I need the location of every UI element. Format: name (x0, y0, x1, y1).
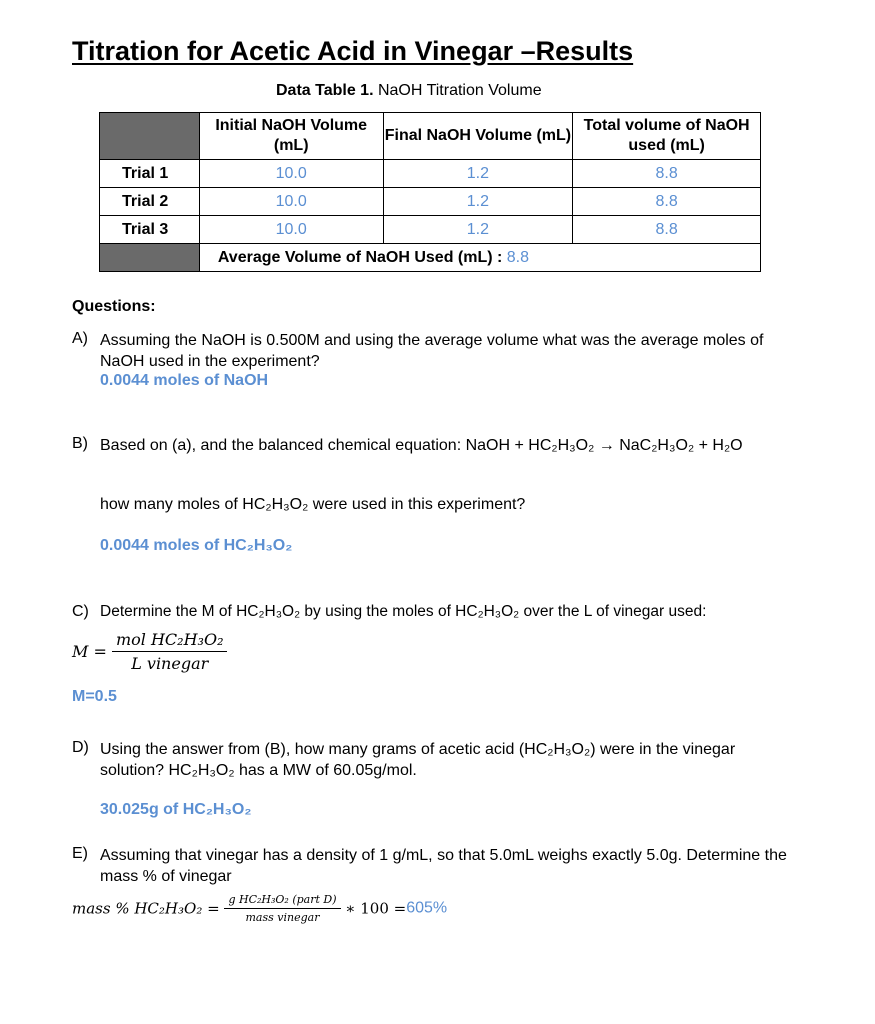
final-value: 1.2 (383, 216, 573, 244)
final-value: 1.2 (383, 188, 573, 216)
total-value: 8.8 (573, 160, 761, 188)
initial-value: 10.0 (199, 188, 383, 216)
trial-label: Trial 3 (100, 216, 200, 244)
mass-percent-multiplier: ∗ 100 = (345, 899, 407, 918)
mass-percent-lhs: mass % HC₂H₃O₂ = (72, 899, 220, 918)
page-title: Titration for Acetic Acid in Vinegar –Results (72, 36, 634, 66)
question-d-answer: 30.025g of HC₂H₃O₂ (100, 801, 252, 818)
data-table (99, 112, 761, 272)
molarity-formula (72, 630, 227, 673)
molarity-numerator: mol HC₂H₃O₂ (112, 630, 228, 652)
question-b-text-2: how many moles of HC₂H₃O₂ were used in this experiment? (100, 496, 526, 513)
mass-percent-denominator: mass vinegar (245, 911, 320, 924)
header-total: Total volume of NaOH used (mL) (573, 113, 761, 160)
questions-heading: Questions: (72, 298, 156, 315)
average-separator: : (492, 248, 507, 266)
question-b-letter: B) (72, 435, 88, 452)
total-value: 8.8 (573, 216, 761, 244)
table-row (100, 216, 761, 244)
final-value: 1.2 (383, 160, 573, 188)
average-value: 8.8 (506, 248, 530, 266)
table-row (100, 160, 761, 188)
table-caption-number: Data Table 1. (276, 82, 374, 99)
question-b-text: Based on (a), and the balanced chemical equation: NaOH + HC₂H₃O₂ → NaC₂H₃O₂ + H₂O (100, 437, 743, 454)
table-caption-text: NaOH Titration Volume (373, 82, 542, 99)
total-value: 8.8 (573, 188, 761, 216)
corner-cell-bottom (100, 244, 200, 272)
mass-percent-fraction (224, 893, 340, 924)
header-initial: Initial NaOH Volume (mL) (199, 113, 383, 160)
question-a-letter: A) (72, 330, 88, 347)
molarity-formula-lhs: M = (72, 642, 107, 661)
initial-value: 10.0 (199, 160, 383, 188)
header-final: Final NaOH Volume (mL) (383, 113, 573, 160)
question-c-letter: C) (72, 603, 89, 620)
question-b-answer: 0.0044 moles of HC₂H₃O₂ (100, 537, 293, 554)
question-c-text: Determine the M of HC₂H₃O₂ by using the moles of HC₂H₃O₂ over the L of vinegar used: (100, 603, 707, 620)
trial-label: Trial 2 (100, 188, 200, 216)
initial-value: 10.0 (199, 216, 383, 244)
average-label: Average Volume of NaOH Used (mL) (217, 248, 493, 266)
molarity-denominator: L vinegar (131, 654, 209, 673)
table-caption (276, 82, 542, 100)
question-a-answer: 0.0044 moles of NaOH (100, 372, 269, 389)
molarity-fraction (112, 630, 228, 673)
question-e-letter: E) (72, 845, 88, 862)
question-c-answer: M=0.5 (72, 688, 117, 705)
corner-cell (100, 113, 200, 160)
mass-percent-numerator: g HC₂H₃O₂ (part D) (224, 893, 340, 909)
mass-percent-formula (72, 893, 447, 924)
table-row (100, 188, 761, 216)
question-a-text: Assuming the NaOH is 0.500M and using the average volume what was the average moles of NaOH used in the experiment? (100, 332, 764, 370)
question-e-text: Assuming that vinegar has a density of 1 g/mL, so that 5.0mL weighs exactly 5.0g. Determine the mass % of vinegar (100, 847, 787, 885)
trial-label: Trial 1 (100, 160, 200, 188)
average-row (199, 244, 760, 272)
question-d-text: Using the answer from (B), how many grams of acetic acid (HC₂H₃O₂) were in the vinegar solution? HC₂H₃O₂ has a MW of 60.05g/mol. (100, 741, 736, 779)
question-e-answer: 605% (406, 899, 448, 917)
question-d-letter: D) (72, 739, 89, 756)
